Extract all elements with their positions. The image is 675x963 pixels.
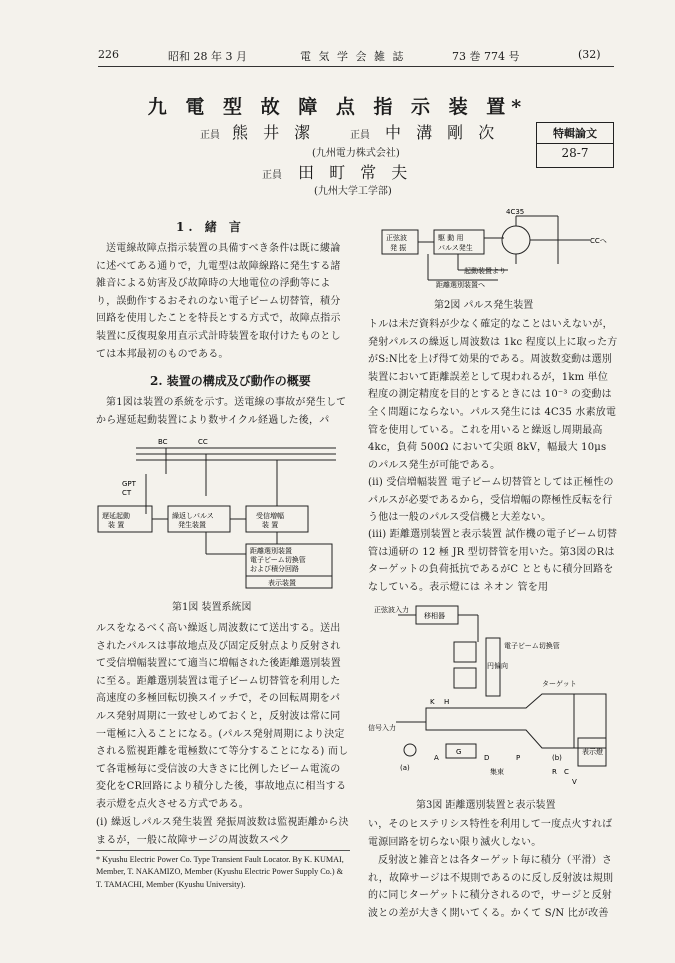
special-paper-badge — [536, 122, 614, 168]
page-number: 226 — [98, 48, 119, 61]
badge-label: 特輯論文 — [537, 123, 613, 144]
fig3-a: (a) — [400, 764, 410, 772]
fig3-deflect-label: 円偏向 — [487, 662, 508, 670]
fig3-tube-envelope — [426, 694, 606, 748]
fig1-pulse-l2: 発生装置 — [178, 521, 206, 529]
fig3-A: A — [434, 754, 439, 762]
fig3-shifter-label: 移相器 — [424, 612, 445, 620]
fig2-tube — [502, 226, 530, 254]
subsection-iii: (iii) 距離選別装置と表示装置 試作機の電子ビーム切替管は通研の 12 極 JR 型切替管を用いた。第3図のRはターゲットの負荷抵抗であるがC とともに積分回路をなしている。表示燈には ネオン 管を用 — [368, 529, 618, 593]
fig3-display-label: 表示燈 — [582, 748, 603, 756]
figure2-caption: 第2図 パルス発生装置 — [434, 300, 534, 311]
author3-name: 田 町 常 夫 — [298, 163, 413, 182]
section1-title: 1. 緒 言 — [176, 220, 245, 234]
author2-name: 中 溝 剛 次 — [385, 123, 500, 142]
author2-role: 正員 — [350, 130, 370, 141]
page-tag: (32) — [578, 48, 601, 61]
fig1-delay-l2: 装 置 — [108, 521, 125, 529]
author1-role: 正員 — [200, 130, 220, 141]
fig2-to-select: 距離選別装置へ — [436, 281, 485, 289]
issue-date: 昭和 28 年 3 月 — [168, 50, 247, 63]
fig3-tube-label: 電子ビーム切換管 — [504, 642, 560, 650]
right-para-last: 反射波と雑音とは各ターゲット毎に積分（平滑）され，故障サージは不規則であるのに反し反射波は規則的に同じターゲットに積分されるので，サージと反射波との差が大きく開いてくる。かくて S/N 比が改善 — [368, 855, 614, 919]
figure1-diagram — [96, 434, 352, 592]
section2-title: 2. 装置の構成及び動作の概要 — [150, 374, 311, 388]
fig1-select-l1: 距離選別装置 — [250, 547, 292, 555]
fig3-P: P — [516, 754, 521, 762]
fig1-label-gpt: GPT — [122, 480, 136, 488]
fig1-select-l2: 電子ビーム切換管 — [250, 556, 306, 564]
fig1-amp-l1: 受信増幅 — [256, 512, 284, 520]
right-para-1: トルは未だ資料が少なく確定的なことはいえないが，発射パルスの繰返し周波数は 1kc 程度以上に取った方がS:N比を上げ得て効果的である。周波数変動は選別装置において距離誤差として現われるが，1km 単位程度の測定精度を目的とするときには 10⁻³ の変動は全く問題にならない。パルス発生には 4C35 水素放電管を使用している。これを用いると繰返し周期最高 4kc，負荷 500Ω において尖頭 8kV，幅最大 10μs のパルス発生が可能である。 — [368, 319, 618, 471]
volume-issue: 73 巻 774 号 — [452, 50, 520, 63]
fig3-collector: 集束 — [490, 768, 504, 776]
badge-number: 28-7 — [561, 146, 589, 160]
fig3-signal-input: 信号入力 — [368, 724, 396, 732]
fig1-display: 表示装置 — [268, 579, 296, 587]
fig1-label-ct: CT — [122, 489, 132, 497]
figure3-caption: 第3図 距離選別装置と表示装置 — [416, 800, 556, 811]
fig3-amp1 — [454, 642, 476, 662]
section1-body: 送電線故障点指示装置の具備すべき条件は既に縷論に述べてある通りで，九電型は故障線路に発生する諸雑音による妨害及び故障時の大地電位の浮動等により，誤動作するおそれのない電子ビーム切替管，積分回路を使用したことを特長とする方式で，故障点指示装置に反復現象用直示式計時装置を取付けたものとしては本邦最初のものである。 — [96, 243, 341, 360]
fig3-amp2 — [454, 668, 476, 688]
fig3-G: G — [456, 748, 462, 756]
figure3-diagram — [366, 598, 620, 790]
fig3-input-source — [404, 744, 416, 756]
paper-title: 九 電 型 故 障 点 指 示 装 置* — [147, 96, 528, 118]
affiliation2: (九州大学工学部) — [314, 186, 392, 197]
fig2-driver-l2: パルス発生 — [438, 244, 473, 252]
fig3-V: V — [572, 778, 577, 786]
journal-name: 電 気 学 会 雑 誌 — [300, 50, 406, 63]
footnote: * Kyushu Electric Power Co. Type Transient Fault Locator. By K. KUMAI, Member, T. NAKAMIZO, Member (Kyushu Electric Power Supply Co.) & T. TAMACHI, Member (Kyushu University). — [96, 855, 344, 889]
header-rule — [98, 66, 614, 67]
fig3-R: R — [552, 768, 557, 776]
fig3-h: H — [444, 698, 450, 706]
fig1-amp-l2: 装 置 — [262, 521, 279, 529]
subsection-ii: (ii) 受信増幅装置 電子ビーム切替管としては正極性のパルスが必要であるから，受信増幅の際極性反転を行う他は一般のパルス受信機と大差ない。 — [368, 477, 614, 524]
author1-name: 熊 井 潔 — [232, 123, 316, 142]
figure2-diagram — [368, 208, 618, 290]
subsection-i: (i) 繰返しパルス発生装置 発振周波数は監視距離から決まるが，一般に故障サージの周波数スペク — [96, 817, 349, 846]
fig2-from-delay: 起動装置より — [464, 267, 506, 275]
section2-continuation: ルスをなるべく高い繰返し周波数にて送出する。送出されたパルスは事故地点及び固定反射点より反射されて受信増幅装置にて適当に増幅された後距離選別装置に至る。距離選別装置は電子ビーム切替管を利用した高速度の多極回転切換スイッチで，その回転周期をパルス発射周期に一致せしめておくと，反射波は常に同一電極に入ることになる。(パルス発射周期により決定される監視距離を電極数にて等分することになる) 而して各電極毎に受信波の大きさに比例したビーム電流の変化をCR回路により積分した後，事故地点に相当する表示燈を点火させる方式である。 — [96, 623, 349, 810]
fig1-label-cc: CC — [198, 438, 208, 446]
fig3-sine-input: 正弦波入力 — [374, 606, 409, 614]
fig1-pulse-l1: 繰返しパルス — [172, 512, 214, 520]
author3-role: 正員 — [262, 170, 282, 181]
fig2-driver-l1: 駆 動 用 — [438, 234, 464, 242]
fig2-osc-l1: 正弦波 — [386, 234, 407, 242]
fig1-select-l3: および積分回路 — [250, 565, 299, 573]
fig1-delay-l1: 遅延起動 — [102, 512, 130, 520]
fig2-tube-label: 4C35 — [506, 208, 525, 216]
fig3-C: C — [564, 768, 569, 776]
fig3-k: K — [430, 698, 435, 706]
footnote-rule — [96, 850, 350, 851]
fig3-target-label: ターゲット — [542, 680, 577, 688]
fig3-D: D — [484, 754, 490, 762]
right-para-end: い，そのヒステリシス特性を利用して一度点火すれば電源回路を切らない限り滅火しない。 — [368, 819, 613, 848]
fig3-b: (b) — [552, 754, 562, 762]
section2-body: 第1図は装置の系統を示す。送電線の事故が発生してから遅延起動装置により数サイクル経過した後，パ — [96, 397, 347, 426]
affiliation1: (九州電力株式会社) — [312, 148, 400, 159]
fig2-cc-label: CCへ — [590, 237, 607, 245]
fig2-osc-l2: 発 振 — [390, 244, 407, 252]
fig1-label-bc: BC — [158, 438, 168, 446]
figure1-caption: 第1図 装置系統図 — [172, 602, 252, 613]
